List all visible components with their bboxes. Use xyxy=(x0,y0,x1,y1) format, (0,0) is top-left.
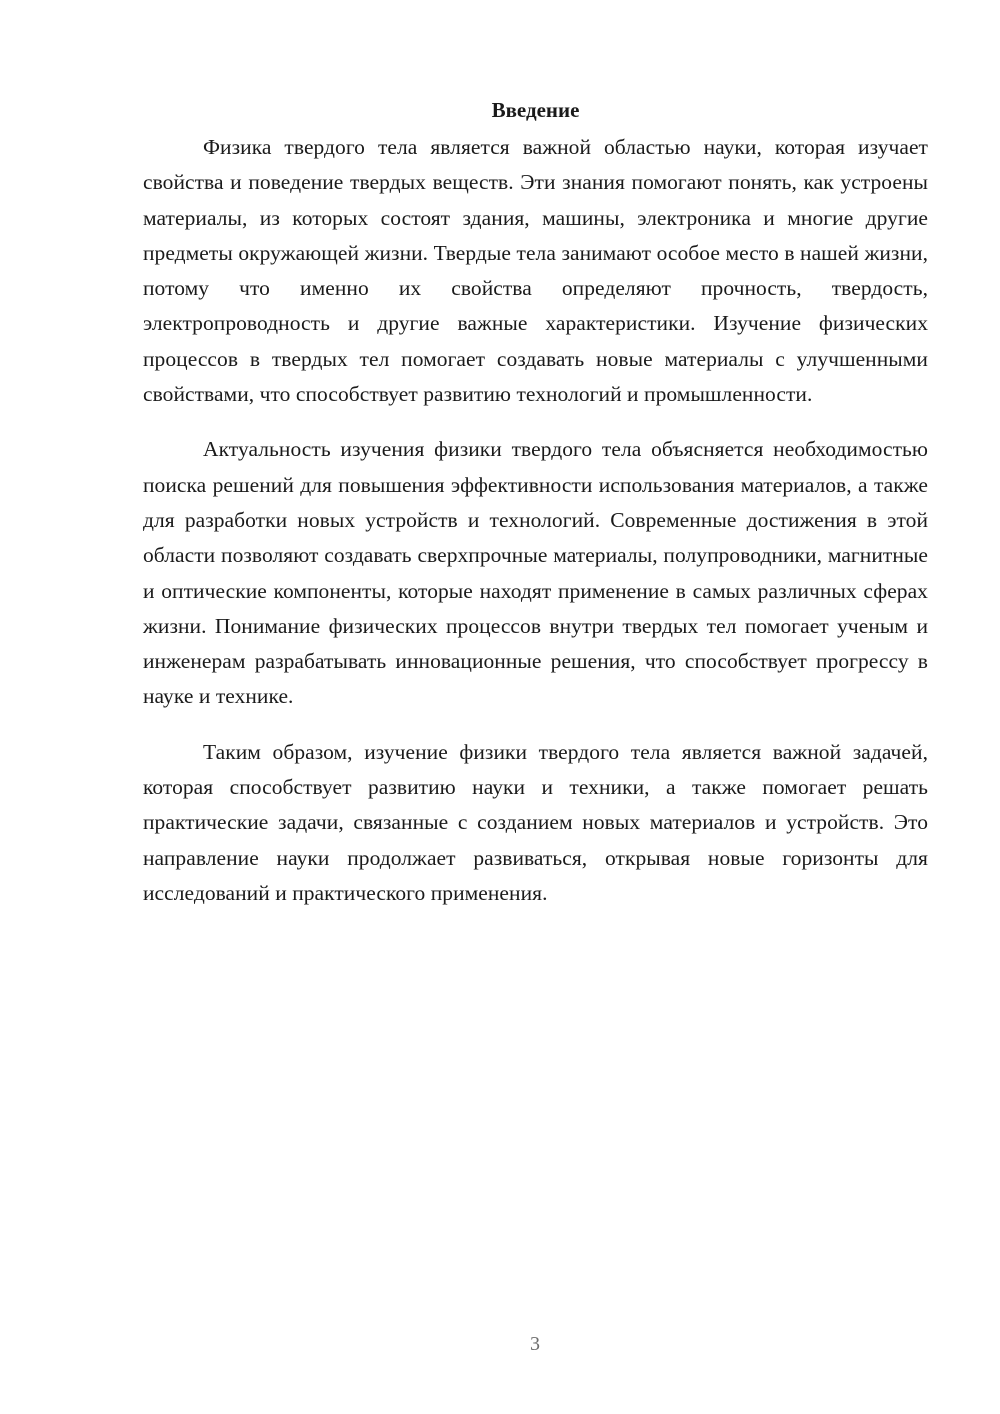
page-content xyxy=(143,92,928,931)
section-heading: Введение xyxy=(491,98,580,122)
page-number: 3 xyxy=(530,1333,540,1355)
paragraph-3: Таким образом, изучение физики твердого тела является важной задачей, которая способствует развитию науки и техники, а также помогает решать практические задачи, связанные с созданием новых материалов и устройств. Это направление науки продолжает развиваться, открывая новые горизонты для исследований и практического применения. xyxy=(143,739,928,905)
paragraph-2: Актуальность изучения физики твердого тела объясняется необходимостью поиска решений для повышения эффективности использования материалов, а также для разработки новых устройств и технологий. Современные достижения в этой области позволяют создавать сверхпрочные материалы, полупроводники, магнитные и оптические компоненты, которые находят применение в самых различных сферах жизни. Понимание физических процессов внутри твердых тел помогает ученым и инженерам разрабатывать инновационные решения, что способствует прогрессу в науке и технике. xyxy=(143,437,928,709)
paragraph-1: Физика твердого тела является важной областью науки, которая изучает свойства и поведение твердых веществ. Эти знания помогают понять, как устроены материалы, из которых состоят здания, машины, электроника и многие другие предметы окружающей жизни. Твердые тела занимают особое место в нашей жизни, потому что именно их свойства определяют прочность, твердость, электропроводность и другие важные характеристики. Изучение физических процессов в твердых тел помогает создавать новые материалы с улучшенными свойствами, что способствует развитию технологий и промышленности. xyxy=(143,135,928,407)
